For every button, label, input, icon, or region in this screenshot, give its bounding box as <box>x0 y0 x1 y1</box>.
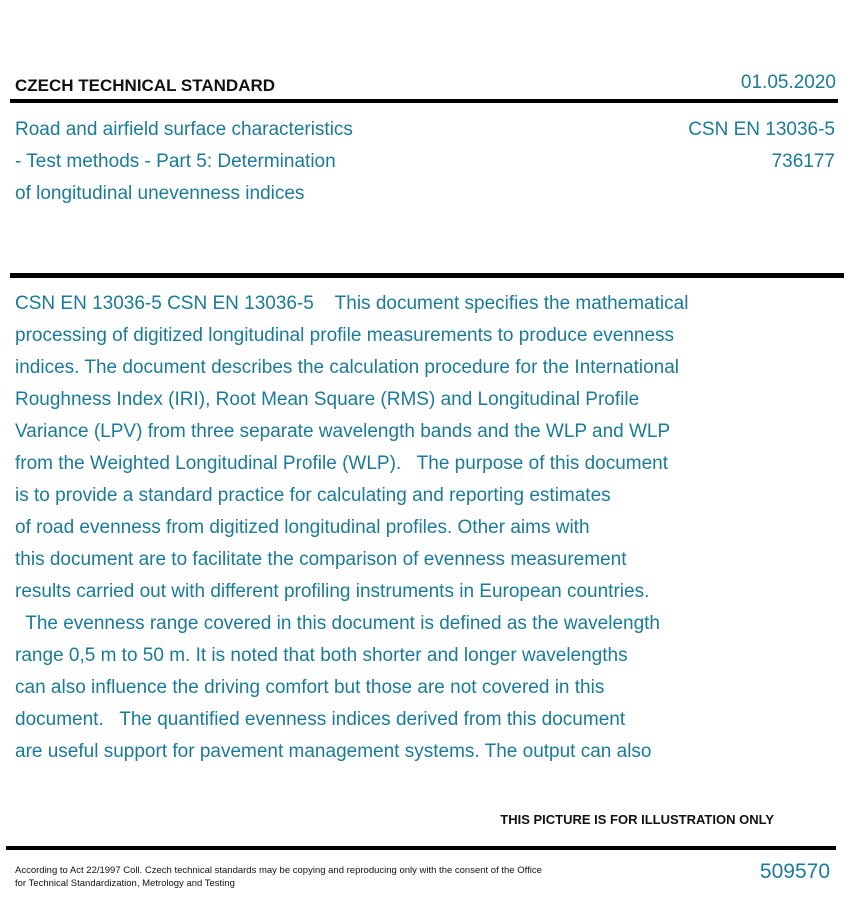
standard-code: CSN EN 13036-5 <box>688 119 835 140</box>
abstract-line: from the Weighted Longitudinal Profile (WLP). The purpose of this document <box>15 453 669 474</box>
document-abstract <box>15 288 805 768</box>
bottom-rule <box>6 846 836 850</box>
footer-legal-notice <box>15 864 615 890</box>
abstract-line: are useful support for pavement management systems. The output can also <box>15 741 652 762</box>
abstract-line: range 0,5 m to 50 m. It is noted that both shorter and longer wavelengths <box>15 645 628 666</box>
abstract-line: of road evenness from digitized longitudinal profiles. Other aims with <box>15 517 590 538</box>
title-line: of longitudinal unevenness indices <box>15 183 305 204</box>
abstract-line: is to provide a standard practice for calculating and reporting estimates <box>15 485 611 506</box>
abstract-line: Roughness Index (IRI), Root Mean Square (RMS) and Longitudinal Profile <box>15 389 640 410</box>
abstract-line: The evenness range covered in this document is defined as the wavelength <box>15 613 660 634</box>
abstract-line: CSN EN 13036-5 CSN EN 13036-5 This document specifies the mathematical <box>15 293 689 314</box>
abstract-line: processing of digitized longitudinal profile measurements to produce evenness <box>15 325 675 346</box>
abstract-line: can also influence the driving comfort but those are not covered in this <box>15 677 605 698</box>
legal-line: for Technical Standardization, Metrology and Testing <box>15 878 235 889</box>
document-codes <box>688 114 835 178</box>
document-title <box>15 114 455 210</box>
abstract-line: Variance (LPV) from three separate wavelength bands and the WLP and WLP <box>15 421 671 442</box>
header-date: 01.05.2020 <box>740 72 836 93</box>
abstract-line: this document are to facilitate the comparison of evenness measurement <box>15 549 627 570</box>
class-number: 736177 <box>771 151 835 172</box>
abstract-line: indices. The document describes the calculation procedure for the International <box>15 357 679 378</box>
top-rule <box>10 99 838 103</box>
title-line: - Test methods - Part 5: Determination <box>15 151 336 172</box>
title-line: Road and airfield surface characteristics <box>15 119 353 140</box>
abstract-line: document. The quantified evenness indices derived from this document <box>15 709 626 730</box>
illustration-note: THIS PICTURE IS FOR ILLUSTRATION ONLY <box>500 812 774 827</box>
abstract-line: results carried out with different profiling instruments in European countries. <box>15 581 650 602</box>
header-label: CZECH TECHNICAL STANDARD <box>15 76 276 95</box>
legal-line: According to Act 22/1997 Coll. Czech technical standards may be copying and reproducing only with the consent of the Office <box>15 865 542 876</box>
footer-id: 509570 <box>759 860 830 883</box>
middle-rule <box>10 273 844 278</box>
